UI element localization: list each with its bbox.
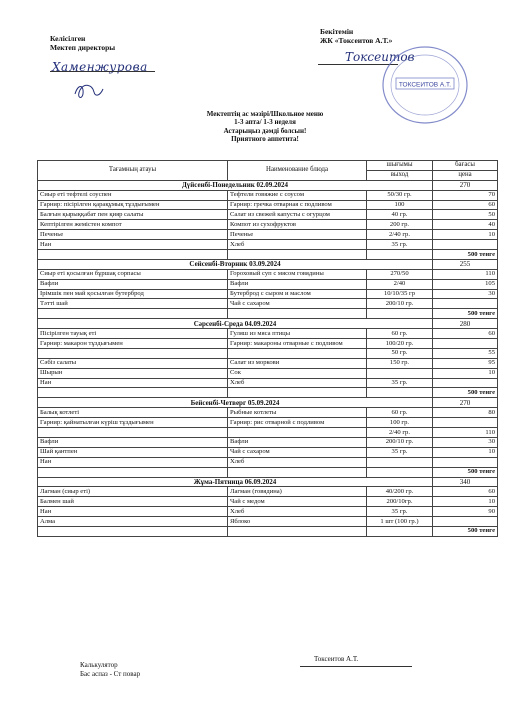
- dish-name-ru: Хлеб: [228, 378, 367, 388]
- day-total-row: [38, 309, 498, 319]
- dish-name-kz: Гарнир: қайнатылған күріш тұздығымен: [38, 418, 228, 428]
- dish-price: 90: [433, 507, 498, 517]
- column-header-price-ru: цена: [433, 170, 498, 180]
- dish-name-kz: Печенье: [38, 230, 228, 240]
- dish-price: 60: [433, 487, 498, 497]
- total-empty-kz: [38, 309, 228, 319]
- dish-output: 200/10 гр.: [367, 437, 433, 447]
- dish-price: 70: [433, 190, 498, 200]
- dish-output: 10/10/35 гр: [367, 289, 433, 299]
- day-name: Жұма-Пятница 06.09.2024: [38, 477, 433, 487]
- day-header-row: [38, 259, 498, 269]
- dish-name-kz: Балық котлеті: [38, 408, 228, 418]
- menu-row: [38, 457, 498, 467]
- dish-name-kz: Лагман (сиыр еті): [38, 487, 228, 497]
- dish-name-kz: Шай қантпен: [38, 447, 228, 457]
- day-top-price: 280: [433, 319, 498, 329]
- dish-name-ru: Салат из свежей капусты с огурцом: [228, 210, 367, 220]
- menu-body: [38, 180, 498, 536]
- dish-name-ru: [228, 348, 367, 358]
- calculator-label: Калькулятор: [80, 661, 118, 669]
- dish-price: 40: [433, 220, 498, 230]
- dish-price: [433, 299, 498, 309]
- dish-name-kz: Балғын қырыққабат пен қияр салаты: [38, 210, 228, 220]
- column-header-output-kz: шығымы: [367, 161, 433, 171]
- approval-block: [50, 34, 115, 52]
- dish-output: [367, 368, 433, 378]
- column-header-kz: Тағамның атауы: [38, 161, 228, 181]
- title-line-2: 1-3 апта/ 1-3 неделя: [234, 118, 296, 127]
- dish-price: 50: [433, 210, 498, 220]
- dish-output: 270/50: [367, 269, 433, 279]
- dish-name-ru: Печенье: [228, 230, 367, 240]
- menu-row: [38, 408, 498, 418]
- total-empty-ru: [228, 526, 367, 536]
- dish-name-ru: Гороховый суп с мясом говядины: [228, 269, 367, 279]
- dish-price: 60: [433, 329, 498, 339]
- approved-label: Бекітемін: [320, 27, 354, 36]
- total-empty-ru: [228, 250, 367, 260]
- dish-name-kz: Сәбіз салаты: [38, 358, 228, 368]
- dish-name-kz: Гарнир: пісірілген қарақұмық тұздығымен: [38, 200, 228, 210]
- day-total: 500 тенге: [433, 467, 498, 477]
- menu-row: [38, 437, 498, 447]
- total-empty-ru: [228, 309, 367, 319]
- dish-name-kz: Нан: [38, 457, 228, 467]
- dish-name-kz: Нан: [38, 378, 228, 388]
- dish-name-ru: Вафли: [228, 437, 367, 447]
- total-empty-kz: [38, 467, 228, 477]
- dish-output: 35 гр.: [367, 507, 433, 517]
- dish-name-ru: Гарнир: макароны отварные с подливом: [228, 339, 367, 349]
- total-empty-kz: [38, 526, 228, 536]
- menu-row: [38, 299, 498, 309]
- dish-price: [433, 517, 498, 527]
- total-empty-ru: [228, 388, 367, 398]
- day-name: Дүйсенбі-Понедельник 02.09.2024: [38, 180, 433, 190]
- dish-price: 10: [433, 368, 498, 378]
- dish-name-kz: Нан: [38, 240, 228, 250]
- title-line-1: Мектептің ас мәзірі/Школьное меню: [206, 110, 324, 118]
- dish-price: [433, 378, 498, 388]
- dish-name-ru: Вафли: [228, 279, 367, 289]
- menu-row: [38, 497, 498, 507]
- dish-name-ru: Бутерброд с сыром и маслом: [228, 289, 367, 299]
- total-empty-ru: [228, 467, 367, 477]
- dish-name-kz: [38, 348, 228, 358]
- dish-name-kz: Алма: [38, 517, 228, 527]
- menu-row: [38, 200, 498, 210]
- dish-output: 35 гр.: [367, 378, 433, 388]
- dish-name-ru: Гарнир: рис отварной с подливом: [228, 418, 367, 428]
- dish-output: 100/20 гр.: [367, 339, 433, 349]
- menu-row: [38, 230, 498, 240]
- dish-output: 60 гр.: [367, 408, 433, 418]
- dish-name-kz: Пісірілген тауық еті: [38, 329, 228, 339]
- dish-output: 35 гр.: [367, 240, 433, 250]
- dish-price: 10: [433, 497, 498, 507]
- approver-signature: Токсеитов: [345, 50, 415, 64]
- day-top-price: 340: [433, 477, 498, 487]
- menu-row: [38, 428, 498, 438]
- dish-output: 100 гр.: [367, 418, 433, 428]
- dish-price: [433, 457, 498, 467]
- day-total-row: [38, 467, 498, 477]
- dish-price: 80: [433, 408, 498, 418]
- dish-name-kz: Балмен шай: [38, 497, 228, 507]
- dish-name-ru: Салат из моркови: [228, 358, 367, 368]
- dish-output: 50/30 гр.: [367, 190, 433, 200]
- dish-price: 55: [433, 348, 498, 358]
- day-header-row: [38, 319, 498, 329]
- dish-name-ru: Хлеб: [228, 507, 367, 517]
- dish-name-kz: Нан: [38, 507, 228, 517]
- dish-price: 10: [433, 447, 498, 457]
- day-name: Бейсенбі-Четверг 05.09.2024: [38, 398, 433, 408]
- menu-row: [38, 447, 498, 457]
- menu-row: [38, 329, 498, 339]
- menu-table: [37, 160, 498, 537]
- dish-output: 100: [367, 200, 433, 210]
- dish-name-kz: Кептірілген жемістен компот: [38, 220, 228, 230]
- menu-row: [38, 190, 498, 200]
- dish-name-ru: Рыбные котлеты: [228, 408, 367, 418]
- total-empty-out: [367, 388, 433, 398]
- dish-name-ru: Чай с сахаром: [228, 299, 367, 309]
- menu-row: [38, 240, 498, 250]
- director-label: Мектеп директоры: [50, 43, 116, 52]
- dish-output: 40 гр.: [367, 210, 433, 220]
- dish-output: 60 гр.: [367, 329, 433, 339]
- dish-name-ru: Гуляш из мяса птицы: [228, 329, 367, 339]
- dish-name-ru: Гарнир: гречка отварная с подливом: [228, 200, 367, 210]
- total-empty-out: [367, 250, 433, 260]
- total-empty-out: [367, 526, 433, 536]
- dish-name-kz: Гарнир: макарон тұздығымен: [38, 339, 228, 349]
- menu-row: [38, 507, 498, 517]
- day-total: 500 тенге: [433, 526, 498, 536]
- dish-price: 60: [433, 200, 498, 210]
- dish-output: 200/10гр.: [367, 497, 433, 507]
- day-top-price: 270: [433, 180, 498, 190]
- dish-price: 110: [433, 428, 498, 438]
- dish-name-kz: Вафли: [38, 279, 228, 289]
- approver-name: ЖК «Токсеитов А.Т.»: [320, 36, 393, 45]
- director-signature-scribble: [72, 80, 106, 102]
- column-header-price-kz: бағасы: [433, 161, 498, 171]
- dish-name-kz: Тәтті шай: [38, 299, 228, 309]
- title-line-3: Астарыңыз дәмді болсын!: [223, 126, 307, 135]
- director-signature-line: [50, 71, 155, 72]
- approved-block: [320, 27, 392, 45]
- chef-label: Бас аспаз - Ст повар: [80, 670, 141, 678]
- menu-row: [38, 487, 498, 497]
- dish-output: 50 гр.: [367, 348, 433, 358]
- dish-name-ru: Сок: [228, 368, 367, 378]
- day-total-row: [38, 250, 498, 260]
- dish-output: 200 гр.: [367, 220, 433, 230]
- dish-name-kz: Шырын: [38, 368, 228, 378]
- dish-output: [367, 457, 433, 467]
- day-header-row: [38, 398, 498, 408]
- column-header-ru: Наименование блюда: [228, 161, 367, 181]
- dish-name-ru: Чай с медом: [228, 497, 367, 507]
- day-name: Сәрсенбі-Среда 04.09.2024: [38, 319, 433, 329]
- menu-row: [38, 220, 498, 230]
- menu-row: [38, 358, 498, 368]
- column-header-output-ru: выход: [367, 170, 433, 180]
- dish-price: [433, 418, 498, 428]
- dish-name-ru: Чай с сахаром: [228, 447, 367, 457]
- dish-name-ru: [228, 428, 367, 438]
- dish-name-ru: Компот из сухофруктов: [228, 220, 367, 230]
- dish-name-kz: [38, 428, 228, 438]
- day-total-row: [38, 388, 498, 398]
- dish-name-kz: Сиыр еті қосылған бұршақ сорпасы: [38, 269, 228, 279]
- footer-right-name: Токсеитов А.Т.: [314, 655, 359, 663]
- menu-title: [150, 110, 380, 144]
- menu-row: [38, 269, 498, 279]
- dish-name-ru: Хлеб: [228, 240, 367, 250]
- dish-name-ru: Яблоко: [228, 517, 367, 527]
- dish-price: 110: [433, 269, 498, 279]
- approval-label: Келісілген: [50, 34, 86, 43]
- menu-row: [38, 339, 498, 349]
- total-empty-kz: [38, 250, 228, 260]
- dish-output: 2/40 гр.: [367, 230, 433, 240]
- day-total-row: [38, 526, 498, 536]
- total-empty-out: [367, 309, 433, 319]
- dish-name-ru: Тефтели говяжие с соусом: [228, 190, 367, 200]
- day-top-price: 255: [433, 259, 498, 269]
- dish-name-ru: Хлеб: [228, 457, 367, 467]
- dish-output: 150 гр.: [367, 358, 433, 368]
- total-empty-out: [367, 467, 433, 477]
- dish-price: [433, 339, 498, 349]
- total-empty-kz: [38, 388, 228, 398]
- dish-output: 2/40: [367, 279, 433, 289]
- menu-row: [38, 368, 498, 378]
- day-total: 500 тенге: [433, 250, 498, 260]
- dish-price: 30: [433, 437, 498, 447]
- dish-output: 35 гр.: [367, 447, 433, 457]
- dish-output: 1 шт (100 гр.): [367, 517, 433, 527]
- day-total: 500 тенге: [433, 388, 498, 398]
- dish-name-kz: Ірімшік пен май қосылған бутерброд: [38, 289, 228, 299]
- menu-row: [38, 348, 498, 358]
- dish-price: 95: [433, 358, 498, 368]
- day-header-row: [38, 180, 498, 190]
- day-top-price: 270: [433, 398, 498, 408]
- dish-price: [433, 240, 498, 250]
- menu-row: [38, 279, 498, 289]
- stamp-text: ТОКСЕИТОВ А.Т.: [398, 81, 452, 89]
- dish-output: 200/10 гр.: [367, 299, 433, 309]
- menu-row: [38, 378, 498, 388]
- menu-row: [38, 418, 498, 428]
- day-header-row: [38, 477, 498, 487]
- dish-price: 10: [433, 230, 498, 240]
- menu-row: [38, 517, 498, 527]
- company-stamp: [380, 44, 470, 126]
- dish-name-kz: Вафли: [38, 437, 228, 447]
- day-total: 500 тенге: [433, 309, 498, 319]
- dish-price: 105: [433, 279, 498, 289]
- dish-name-kz: Сиыр еті тефтелі соуспен: [38, 190, 228, 200]
- menu-row: [38, 210, 498, 220]
- menu-row: [38, 289, 498, 299]
- dish-name-ru: Лагман (говядина): [228, 487, 367, 497]
- dish-output: 40/200 гр.: [367, 487, 433, 497]
- title-line-4: Приятного аппетита!: [231, 135, 299, 144]
- director-signature: Хаменжурова: [52, 60, 148, 74]
- day-name: Сейсенбі-Вторник 03.09.2024: [38, 259, 433, 269]
- footer-left: [80, 661, 140, 679]
- dish-output: 2/40 гр.: [367, 428, 433, 438]
- dish-price: 30: [433, 289, 498, 299]
- footer-signature-line: [300, 666, 412, 667]
